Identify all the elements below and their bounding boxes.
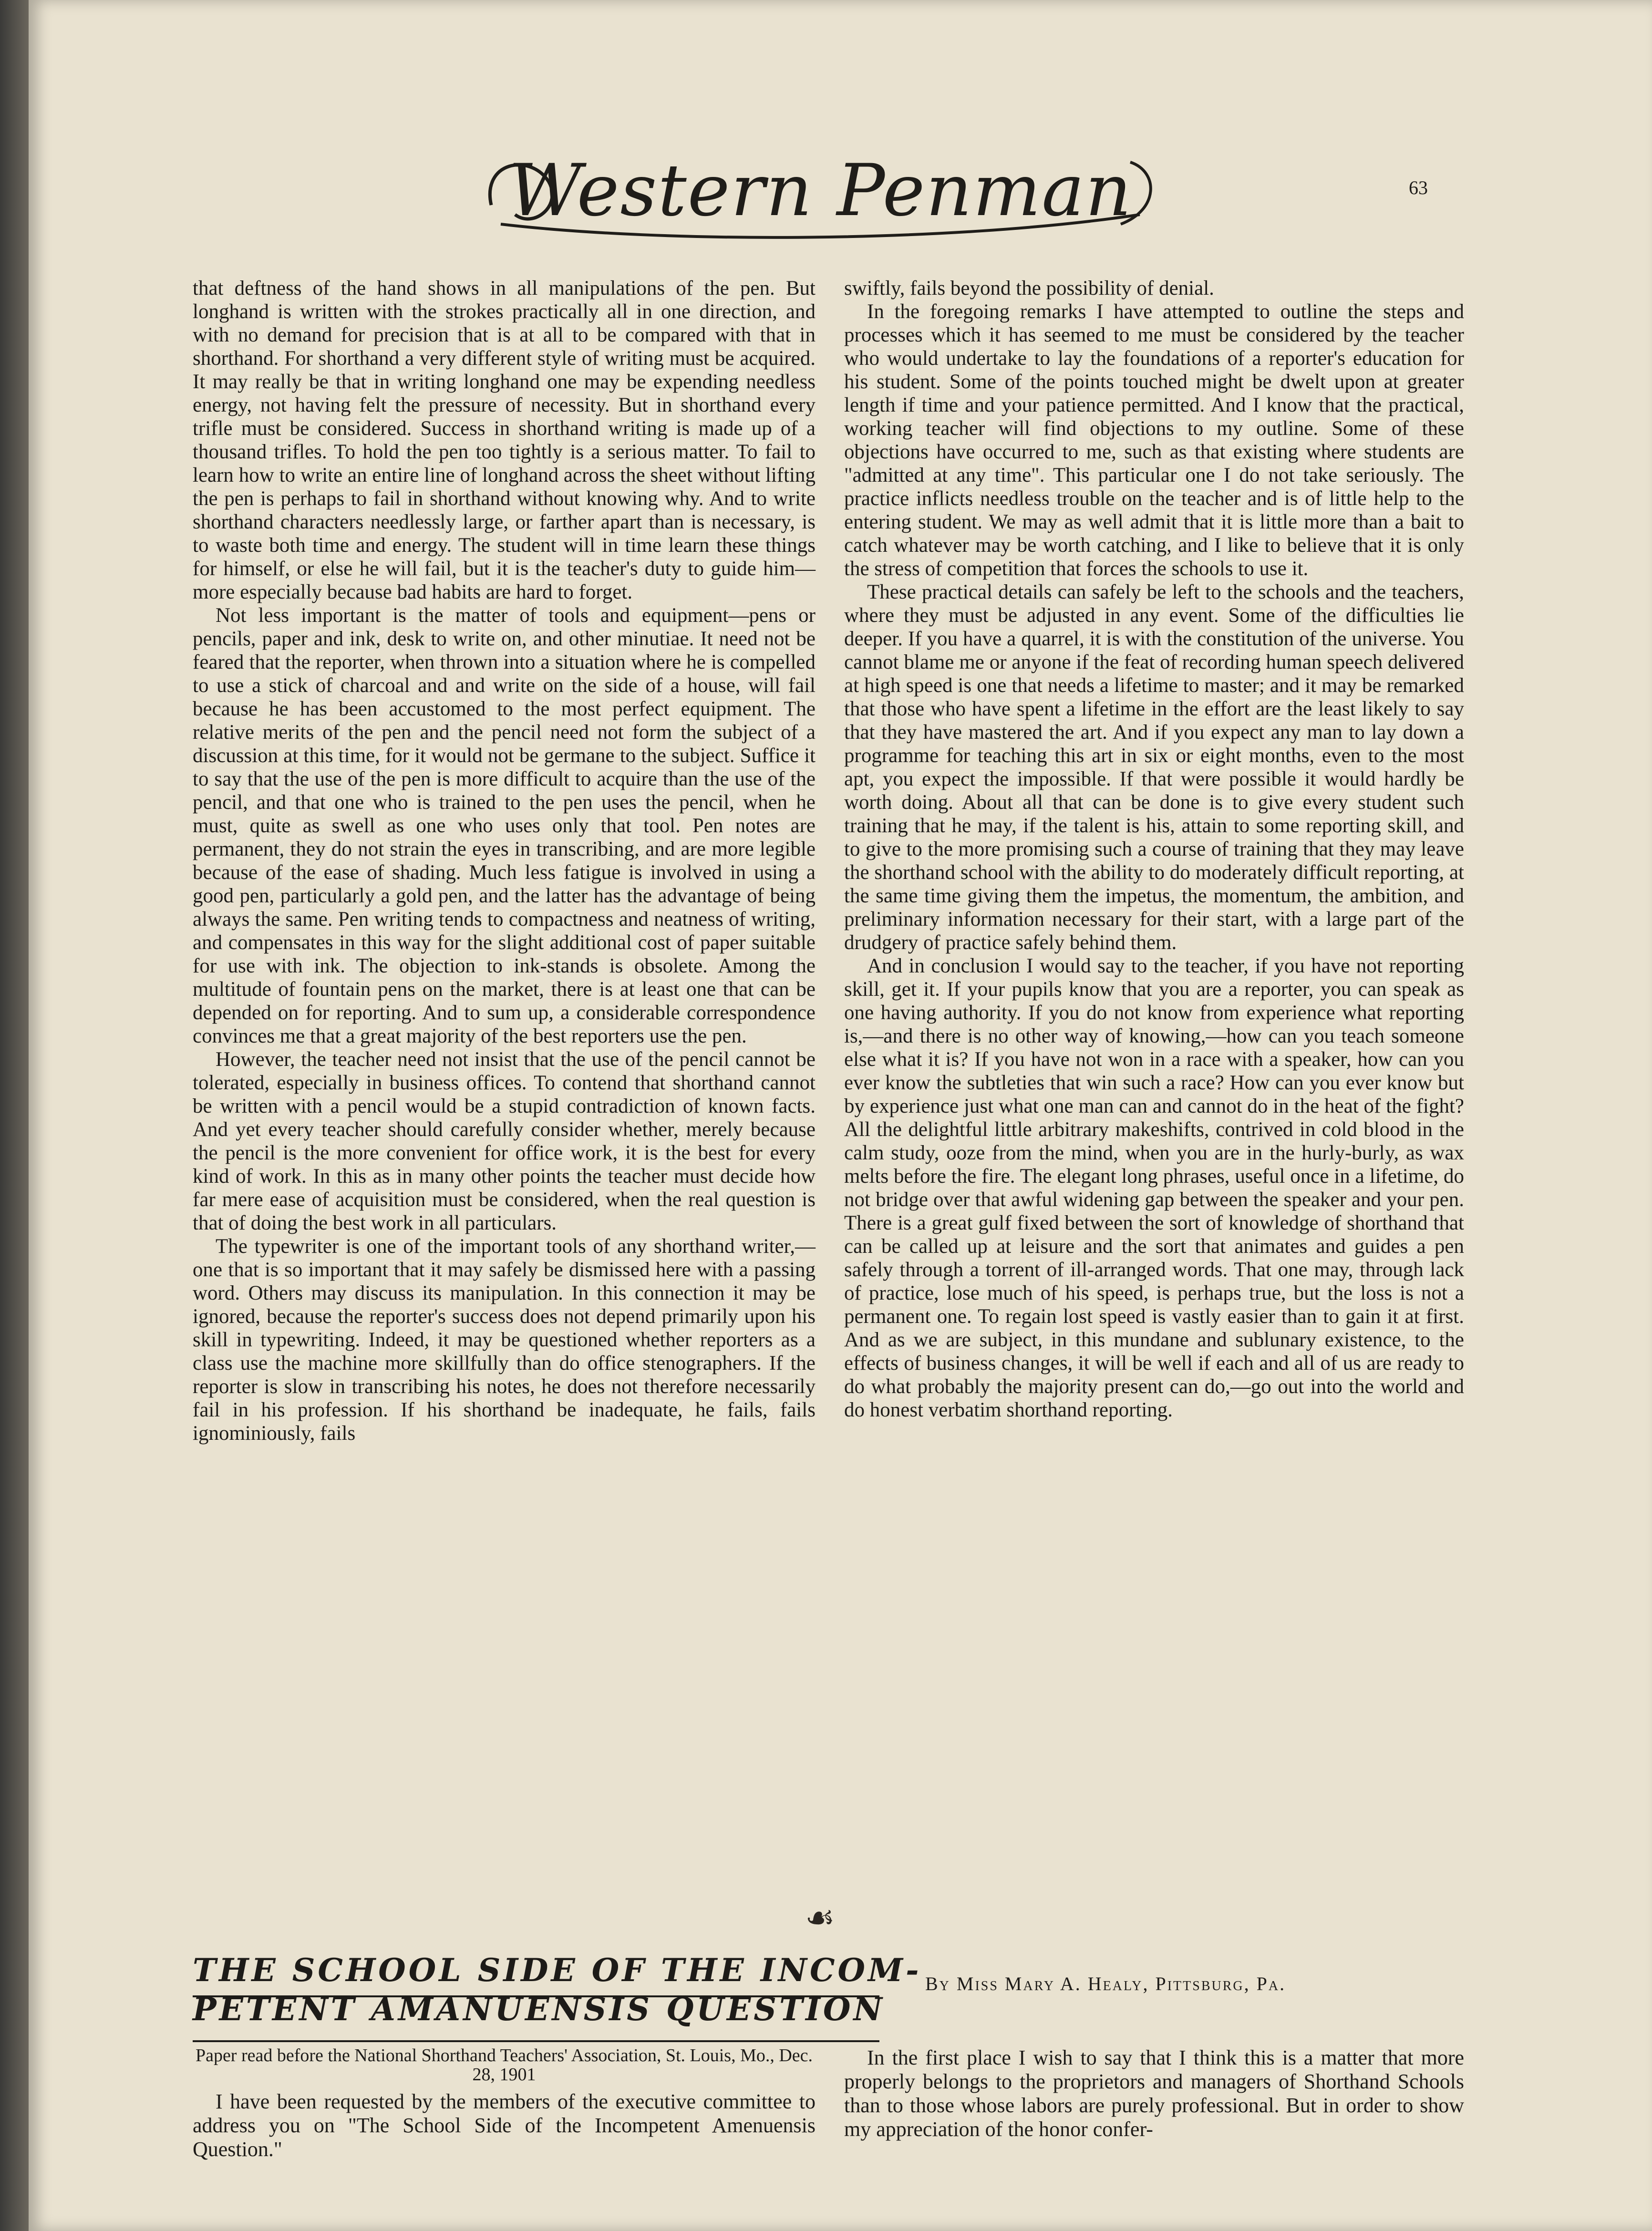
book-binding <box>0 0 29 2231</box>
page-number: 63 <box>1409 177 1428 198</box>
section-ornament: ☙ <box>805 1900 835 1937</box>
paper-note: Paper read before the National Shorthand Teachers' Association, St. Louis, Mo., Dec. 28, 1901 <box>195 2045 813 2085</box>
paragraph: that deftness of the hand shows in all manipulations of the pen. But longhand is written with the strokes practically all in one direction, and with no demand for precision that is at all to be compared with that in shorthand. For shorthand a very different style of writing must be acquired. It may really be that in writing longhand one may be expending needless energy, not having felt the pressure of necessity. But in shorthand every trifle must be considered. Success in shorthand writing is made up of a thousand trifles. To hold the pen too tightly is a serious matter. To fail to learn how to write an entire line of longhand across the sheet without lifting the pen is perhaps to fail in shorthand without knowing why. And to write shorthand characters needlessly large, or farther apart than is necessary, is to waste both time and energy. The student will in time learn these things for himself, or else he will fail, but it is the teacher's duty to guide him—more especially because bad habits are hard to forget. <box>193 277 816 603</box>
paragraph: However, the teacher need not insist that the use of the pencil cannot be tolerated, especially in business offices. To contend that shorthand cannot be written with a pencil would be a stupid contradiction of known facts. And yet every teacher should carefully consider whether, merely because the pencil is the more convenient for office work, it is the best for every kind of work. In this as in many other points the teacher must decide how far mere ease of acquisition must be considered, when the real question is that of doing the best work in all particulars. <box>193 1048 816 1234</box>
masthead-title: Western Penman <box>508 149 1133 232</box>
masthead <box>472 134 1168 248</box>
byline: By Miss Mary A. Healy, Pittsburg, Pa. <box>925 1973 1286 1994</box>
headline-rule <box>193 2040 879 2042</box>
headline-rule <box>193 1995 879 1997</box>
paragraph: The typewriter is one of the important tools of any shorthand writer,—one that is so important that it may safely be dismissed here with a passing word. Others may discuss its manipulation. In this connection it may be ignored, because the reporter's success does not depend primarily upon his skill in typewriting. Indeed, it may be questioned whether reporters as a class use the machine more skillfully than do office stenographers. If the reporter is slow in transcribing his notes, he does not therefore necessarily fail in his profession. If his shorthand be inadequate, he fails, fails ignominiously, fails <box>193 1235 816 1445</box>
paragraph: I have been requested by the members of the executive committee to address you on "The School Side of the Incompetent Amenuensis Question." <box>193 2090 816 2161</box>
second-article-column-right <box>844 2046 1464 2141</box>
paragraph: And in conclusion I would say to the teacher, if you have not reporting skill, get it. If your pupils know that you are a reporter, you can speak as one having authority. If you do not know from experience what reporting is,—and there is no other way of knowing,—how can you teach someone else what it is? If you have not won in a race with a speaker, how can you ever know the subtleties that win such a race? How can you ever know but by experience just what one man can and cannot do in the heat of the fight? All the delightful little arbitrary makeshifts, contrived in cold blood in the calm study, ooze from the mind, when you are in the hurly-burly, as wax melts before the fire. The elegant long phrases, useful once in a lifetime, do not bridge over that awful widening gap between the speaker and your pen. There is a great gulf fixed between the sort of knowledge of shorthand that can be called up at leisure and the sort that animates and guides a pen safely through a torrent of ill-arranged words. That one may, through lack of practice, lose much of his speed, is perhaps true, but the loss is not a permanent one. To regain lost speed is vastly easier than to gain it at first. And as we are subject, in this mundane and sublunary existence, to the effects of business changes, it will be well if each and all of us are ready to do what probably the majority present can do,—go out into the world and do honest verbatim shorthand reporting. <box>844 955 1464 1421</box>
headline-line-2: PETENT AMANUENSIS QUESTION <box>193 1991 885 2028</box>
article-column-right <box>844 277 1464 1884</box>
paragraph: In the first place I wish to say that I think this is a matter that more properly belongs to the proprietors and managers of Shorthand Schools than to those whose labors are purely professional. But in order to show my appreciation of the honor confer- <box>844 2046 1464 2141</box>
paragraph: swiftly, fails beyond the possibility of denial. <box>844 277 1214 300</box>
paragraph: In the foregoing remarks I have attempted to outline the steps and processes which it has seemed to me must be considered by the teacher who would undertake to lay the foundations of a reporter's education for his student. Some of the points touched might be dwelt upon at greater length if time and your patience permitted. And I know that the practical, working teacher will find objections to my outline. Some of these objections have occurred to me, such as that existing where students are "admitted at any time". This particular one I do not take seriously. The practice inflicts needless trouble on the teacher and is of little help to the entering student. We may as well admit that it is little more than a bait to catch whatever may be worth catching, and I like to believe that it is only the stress of competition that forces the schools to use it. <box>844 300 1464 580</box>
paragraph: Not less important is the matter of tools and equipment—pens or pencils, paper and ink, desk to write on, and other minutiae. It need not be feared that the reporter, when thrown into a situation where he is compelled to use a stick of charcoal and and write on the side of a house, will fail because he has been accustomed to the most perfect equipment. The relative merits of the pen and the pencil need not form the subject of a discussion at this time, for it would not be germane to the subject. Suffice it to say that the use of the pen is more difficult to acquire than the use of the pencil, and that one who is trained to the pen uses the pencil, when he must, quite as swell as one who uses only that tool. Pen notes are permanent, they do not strain the eyes in transcribing, and are more legible because of the ease of shading. Much less fatigue is involved in using a good pen, particularly a gold pen, and the latter has the advantage of being always the same. Pen writing tends to compactness and neatness of writing, and compensates in this way for the slight additional cost of paper suitable for use with ink. The objection to ink-stands is obsolete. Among the multitude of fountain pens on the market, there is at least one that can be depended on for reporting. And to sum up, a considerable correspondence convinces me that a great majority of the best reporters use the pen. <box>193 604 816 1047</box>
article-column-left <box>193 277 816 1884</box>
headline-line-1: THE SCHOOL SIDE OF THE INCOM- <box>193 1952 922 1989</box>
second-article-headline <box>193 1951 922 2029</box>
second-article-column-left <box>193 2090 816 2161</box>
paragraph: These practical details can safely be left to the schools and the teachers, where they must be adjusted in any event. Some of the difficulties lie deeper. If you have a quarrel, it is with the constitution of the universe. You cannot blame me or anyone if the feat of recording human speech delivered at high speed is one that needs a lifetime to master; and it may be remarked that those who have spent a lifetime in the effort are the least likely to say that they have mastered the art. And if you expect any man to lay down a programme for teaching this art in six or eight months, even to the most apt, you expect the impossible. If that were possible it would hardly be worth doing. About all that can be done is to give every student such training that he may, if the talent is his, attain to some reporting skill, and to give to the more promising such a course of training that they may leave the shorthand school with the ability to do moderately difficult reporting, at the same time giving them the impetus, the momentum, the ambition, and preliminary information necessary for their start, with a large part of the drudgery of practice safely behind them. <box>844 581 1464 954</box>
